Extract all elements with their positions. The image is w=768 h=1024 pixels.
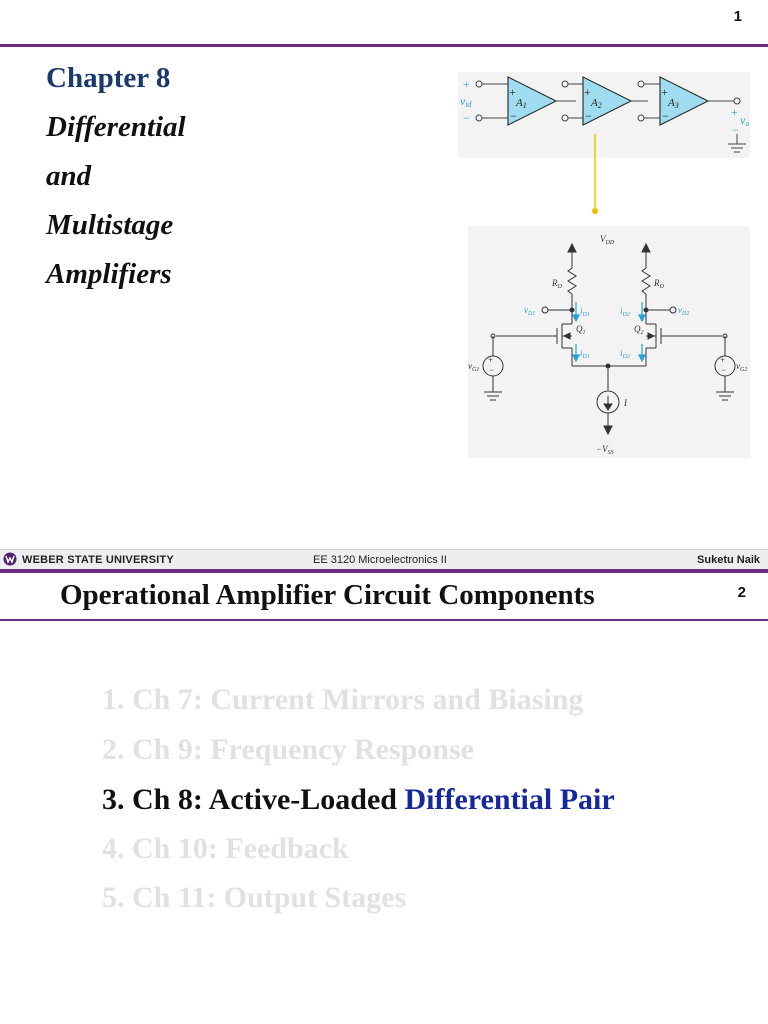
- slide-divider: [0, 44, 768, 47]
- id2-bottom-label: i: [620, 348, 623, 358]
- id2-top-sub: D2: [622, 312, 630, 318]
- toc-item-3-accent: Differential Pair: [404, 783, 615, 816]
- toc-item-4: 4. Ch 10: Feedback: [102, 832, 349, 865]
- q2-sub: 2: [640, 330, 644, 336]
- svg-text:vG1: [468, 361, 479, 373]
- connector-line: [588, 134, 602, 218]
- toc-item-5: 5. Ch 11: Output Stages: [102, 881, 407, 914]
- vg2-minus: −: [721, 365, 727, 375]
- title-line-multistage: Multistage: [46, 209, 174, 241]
- id1-bottom-sub: D1: [582, 354, 590, 360]
- toc-item-3-text: 3. Ch 8: Active-Loaded: [102, 783, 405, 816]
- output-plus-sign: +: [731, 105, 738, 119]
- id1-top-label: i: [580, 306, 583, 316]
- a2-minus: −: [585, 109, 592, 123]
- svg-text:vo: [740, 113, 749, 128]
- svg-text:iD2: [620, 306, 630, 318]
- university-logo-icon: [3, 552, 17, 566]
- vo-sub: o: [745, 119, 750, 128]
- title-line-and: and: [46, 160, 92, 192]
- vg1-label: v: [468, 361, 472, 371]
- id1-top-sub: D1: [582, 312, 590, 318]
- q1-sub: 1: [582, 330, 586, 336]
- amp-sub-1: 1: [522, 101, 527, 110]
- input-minus-sign: −: [463, 111, 470, 125]
- chapter-heading: Chapter 8: [46, 62, 171, 94]
- rd-left-sub: D: [557, 284, 562, 290]
- svg-text:Q2: [634, 324, 644, 336]
- vdd-label: V: [600, 234, 606, 244]
- vd2-sub: D2: [682, 311, 690, 317]
- vg1-plus: +: [488, 355, 494, 365]
- svg-text:iD1: [580, 348, 590, 360]
- svg-text:VDD: [600, 234, 615, 246]
- amp-label-2: A: [591, 97, 598, 109]
- amp-label-3: A: [668, 97, 675, 109]
- svg-text:−VSS: [596, 444, 614, 456]
- rd-right-sub: D: [659, 284, 664, 290]
- vg2-sub: G2: [740, 367, 748, 373]
- vg1-sub: G1: [472, 367, 480, 373]
- slide-2-title: Operational Amplifier Circuit Components: [60, 579, 595, 611]
- toc-item-2: 2. Ch 9: Frequency Response: [102, 733, 474, 766]
- vg2-label: v: [736, 361, 740, 371]
- a2-plus: +: [584, 85, 591, 99]
- title-line-differential: Differential: [46, 111, 186, 143]
- differential-pair-schematic: [468, 226, 750, 458]
- svg-text:vD1: [524, 305, 535, 317]
- vid-sub: id: [465, 100, 472, 109]
- vo-label: v: [740, 113, 746, 127]
- multistage-amplifier-diagram: [458, 72, 750, 158]
- svg-text:Q1: [576, 324, 586, 336]
- a3-plus: +: [661, 85, 668, 99]
- id1-bottom-label: i: [580, 348, 583, 358]
- page-number: 1: [733, 8, 742, 25]
- q2-label: Q: [634, 324, 641, 334]
- vg1-minus: −: [489, 365, 495, 375]
- vg2-plus: +: [720, 355, 726, 365]
- svg-text:vid: [460, 94, 473, 109]
- svg-text:vG2: [736, 361, 747, 373]
- vss-label: −V: [596, 444, 608, 454]
- vd1-sub: D1: [528, 311, 536, 317]
- svg-text:RD: [653, 278, 665, 290]
- svg-text:iD2: [620, 348, 630, 360]
- amp-sub-2: 2: [597, 101, 602, 110]
- author-name: Suketu Naik: [697, 554, 760, 566]
- vid-label: v: [460, 94, 466, 108]
- rd-right-label: R: [654, 278, 660, 288]
- i-source-label: I: [624, 398, 627, 408]
- output-minus-sign: −: [732, 123, 739, 137]
- course-name: EE 3120 Microelectronics II: [313, 554, 447, 566]
- footer-divider: [0, 569, 768, 573]
- id2-bottom-sub: D2: [622, 354, 630, 360]
- vd1-label: v: [524, 305, 528, 315]
- vdd-sub: DD: [605, 240, 615, 246]
- svg-text:RD: [551, 278, 563, 290]
- toc-item-3: [102, 783, 615, 817]
- title-line-amplifiers: Amplifiers: [46, 258, 172, 290]
- rd-left-label: R: [552, 278, 558, 288]
- a1-minus: −: [510, 109, 517, 123]
- page-number-2: 2: [737, 584, 746, 601]
- amp-sub-3: 3: [674, 101, 679, 110]
- a1-plus: +: [509, 85, 516, 99]
- vss-sub: SS: [607, 450, 614, 456]
- toc-item-1: 1. Ch 7: Current Mirrors and Biasing: [102, 683, 584, 716]
- q1-label: Q: [576, 324, 583, 334]
- id2-top-label: i: [620, 306, 623, 316]
- input-plus-sign: +: [463, 77, 470, 91]
- amp-label-1: A: [516, 97, 523, 109]
- slide-2-divider: [0, 619, 768, 621]
- slide-footer: [0, 549, 768, 570]
- svg-text:vD2: [678, 305, 689, 317]
- a3-minus: −: [662, 109, 669, 123]
- svg-text:iD1: [580, 306, 590, 318]
- svg-text:I: [623, 398, 628, 408]
- university-name: WEBER STATE UNIVERSITY: [22, 554, 174, 566]
- vd2-label: v: [678, 305, 682, 315]
